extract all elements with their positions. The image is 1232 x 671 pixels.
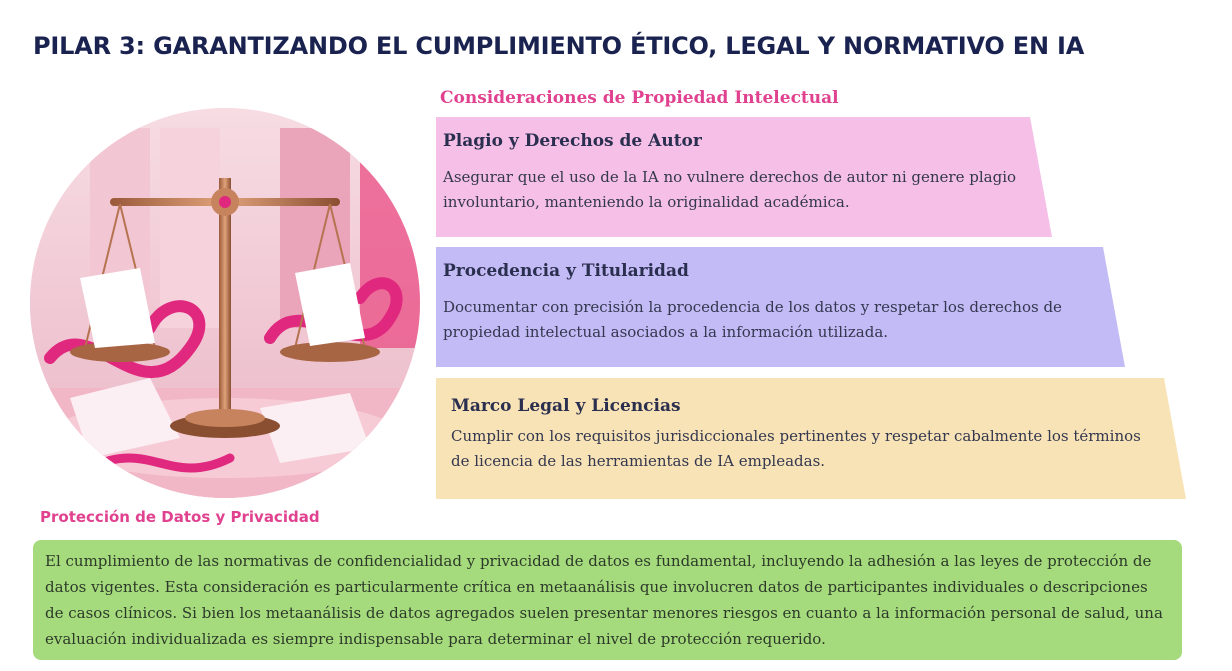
card-title: Procedencia y Titularidad [443,261,689,281]
card-body: Cumplir con los requisitos jurisdiccionales pertinentes y respetar cabalmente los términos de licencia de las herramientas de IA empleadas. [451,427,1141,470]
privacy-body: El cumplimiento de las normativas de confidencialidad y privacidad de datos es fundamental, incluyendo la adhesión a las leyes de protección de datos vigentes. Esta consideración es particularmente crítica en metaanálisis que involucren datos de participantes individuales o descripciones de casos clínicos. Si bien los metaanálisis de datos agregados suelen presentar menores riesgos en cuanto a la información personal de salud, una evaluación individualizada es siempre indispensable para determinar el nivel de protección requerido. [45,552,1163,648]
card-title: Marco Legal y Licencias [451,396,681,416]
card-legal-framework [436,378,1186,499]
card-provenance [436,247,1125,367]
card-body: Asegurar que el uso de la IA no vulnere derechos de autor ni genere plagio involuntario, manteniendo la originalidad académica. [443,168,1017,211]
card-title: Plagio y Derechos de Autor [443,131,702,151]
ip-section-heading: Consideraciones de Propiedad Intelectual [440,88,839,108]
privacy-box [33,540,1182,660]
privacy-section-heading: Protección de Datos y Privacidad [40,508,320,526]
scales-of-justice-icon [30,108,420,498]
page-title: PILAR 3: GARANTIZANDO EL CUMPLIMIENTO ÉTICO, LEGAL Y NORMATIVO EN IA [33,32,1085,60]
card-plagiarism [436,117,1052,237]
card-body: Documentar con precisión la procedencia de los datos y respetar los derechos de propiedad intelectual asociados a la información utilizada. [443,298,1062,341]
scales-photo [30,108,420,498]
